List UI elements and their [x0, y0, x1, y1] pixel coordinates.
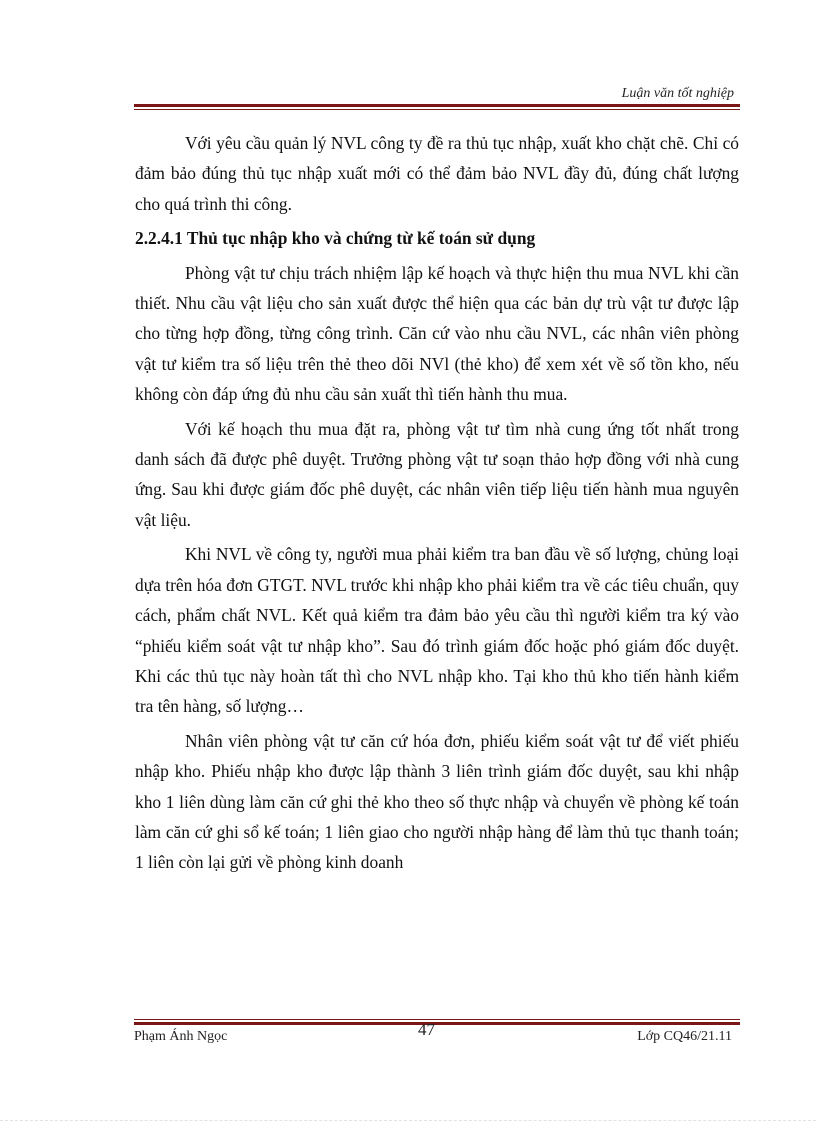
- paragraph-4: Khi NVL về công ty, người mua phải kiểm tra ban đầu về số lượng, chủng loại dựa trên hóa đơn GTGT. NVL trước khi nhập kho phải kiểm tra về các tiêu chuẩn, quy cách, phẩm chất NVL. Kết quả kiểm tra đảm bảo yêu cầu thì người kiểm tra ký vào “phiếu kiểm soát vật tư nhập kho”. Sau đó trình giám đốc hoặc phó giám đốc duyệt. Khi các thủ tục này hoàn tất thì cho NVL nhập kho. Tại kho thủ kho tiến hành kiểm tra tên hàng, số lượng…: [135, 544, 739, 717]
- page-edge-divider: [0, 1120, 816, 1121]
- footer-rule-thin: [134, 1019, 740, 1020]
- header-rule-thin: [134, 109, 740, 110]
- header-rule-thick: [134, 104, 740, 107]
- paragraph-5: Nhân viên phòng vật tư căn cứ hóa đơn, phiếu kiểm soát vật tư để viết phiếu nhập kho. Phiếu nhập kho được lập thành 3 liên trình giám đốc duyệt, sau khi nhập kho 1 liên dùng làm căn cứ ghi thẻ kho theo số thực nhập và chuyển về phòng kế toán làm căn cứ ghi sổ kế toán; 1 liên giao cho người nhập hàng để làm thủ tục thanh toán; 1 liên còn lại gửi về phòng kinh doanh: [135, 730, 739, 873]
- section-heading: 2.2.4.1 Thủ tục nhập kho và chứng từ kế toán sử dụng: [135, 228, 536, 249]
- page-number: 47: [418, 1020, 435, 1039]
- body-content: [135, 128, 739, 882]
- footer-class-code: Lớp CQ46/21.11: [637, 1029, 732, 1044]
- footer-rule-thick: [134, 1022, 740, 1025]
- paragraph-2: Phòng vật tư chịu trách nhiệm lập kế hoạch và thực hiện thu mua NVL khi cần thiết. Nhu cầu vật liệu cho sản xuất được thể hiện qua các bản dự trù vật tư được lập cho từng hợp đồng, từng công trình. Căn cứ vào nhu cầu NVL, các nhân viên phòng vật tư kiểm tra số liệu trên thẻ theo dõi NVl (thẻ kho) để xem xét về số tồn kho, nếu không còn đáp ứng đủ nhu cầu sản xuất thì tiến hành thu mua.: [135, 262, 739, 405]
- footer-author: Phạm Ánh Ngọc: [134, 1029, 228, 1044]
- header-title: Luận văn tốt nghiệp: [621, 86, 734, 101]
- paragraph-1: Với yêu cầu quản lý NVL công ty đề ra thủ tục nhập, xuất kho chặt chẽ. Chỉ có đảm bảo đúng thủ tục nhập xuất mới có thể đảm bảo NVL đầy đủ, đúng chất lượng cho quá trình thi công.: [135, 133, 739, 214]
- paragraph-3: Với kế hoạch thu mua đặt ra, phòng vật tư tìm nhà cung ứng tốt nhất trong danh sách đã được phê duyệt. Trưởng phòng vật tư soạn thảo hợp đồng với nhà cung ứng. Sau khi được giám đốc phê duyệt, các nhân viên tiếp liệu tiến hành mua nguyên vật liệu.: [135, 418, 739, 530]
